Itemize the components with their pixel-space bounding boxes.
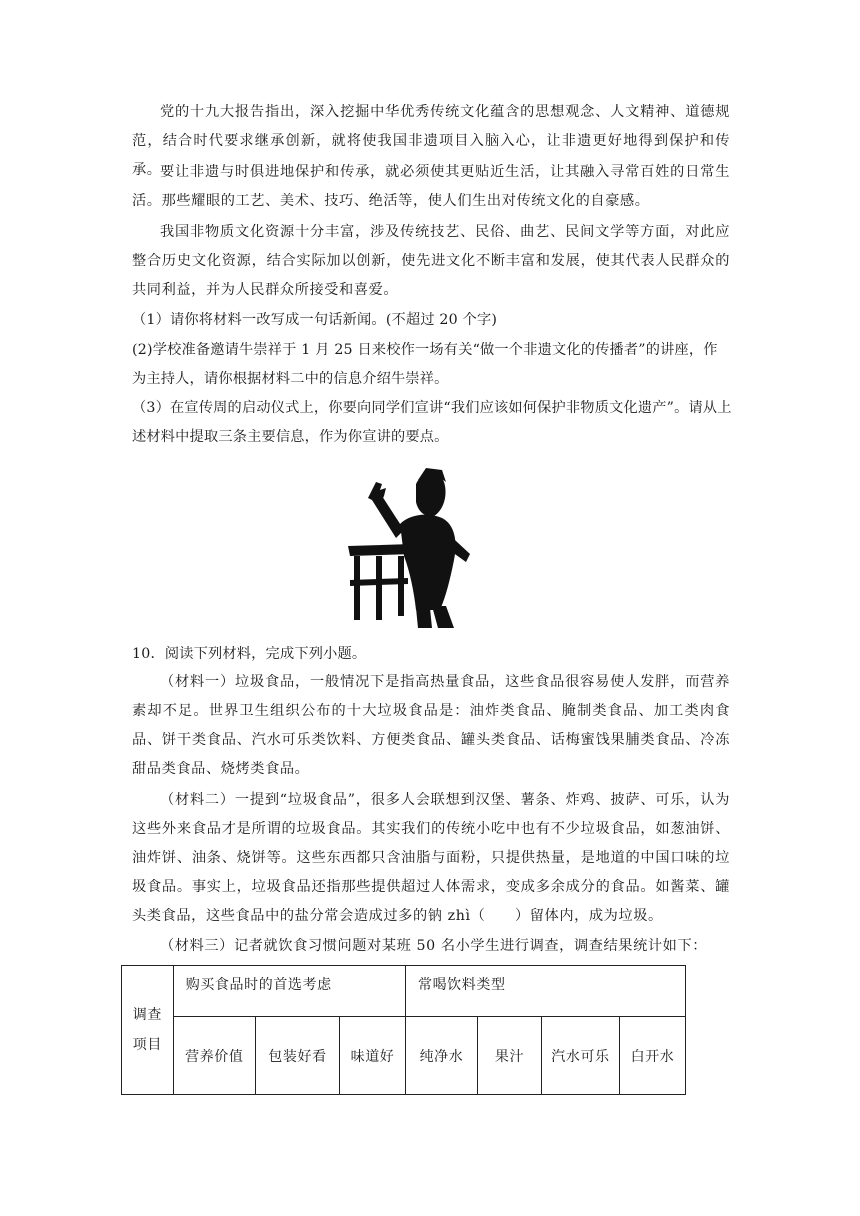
table-row-header — [122, 966, 174, 1095]
option-cell: 纯净水 — [405, 1017, 477, 1095]
problem-10-heading: 10．阅读下列材料，完成下列小题。 — [132, 646, 367, 662]
question-1: （1）请你将材料一改写成一句话新闻。(不超过 20 个字) — [132, 312, 498, 328]
table-row — [122, 1017, 686, 1095]
group-header-purchase: 购买食品时的首选考虑 — [173, 966, 405, 1017]
survey-table — [121, 965, 686, 1095]
option-cell: 汽水可乐 — [541, 1017, 619, 1095]
option-cell: 营养价值 — [173, 1017, 255, 1095]
intro-paragraph-3: 我国非物质文化资源十分丰富，涉及传统技艺、民俗、曲艺、民间文学等方面，对此应整合历史文化资源，结合实际加以创新，使先进文化不断丰富和发展，使其代表人民群众的共同利益，并为人民群众所接受和喜爱。 — [132, 224, 730, 298]
material-2: （材料二）一提到“垃圾食品”，很多人会联想到汉堡、薯条、炸鸡、披萨、可乐，认为这些外来食品才是所谓的垃圾食品。其实我们的传统小吃中也有不少垃圾食品，如葱油饼、油炸饼、油条、烧饼等。这些东西都只含油脂与面粉，只提供热量，是地道的中国口味的垃圾食品。事实上，垃圾食品还指那些提供超过人体需求，变成多余成分的食品。如酱菜、罐头类食品，这些食品中的盐分常会造成过多的钠 zhì（ ）留体内，成为垃圾。 — [132, 792, 730, 924]
material-3: （材料三）记者就饮食习惯问题对某班 50 名小学生进行调查，调查结果统计如下： — [160, 938, 708, 954]
intro-paragraph-1: 党的十九大报告指出，深入挖掘中华优秀传统文化蕴含的思想观念、人文精神、道德规范，结合时代要求继承创新，就将使我国非遗项目入脑入心，让非遗更好地得到保护和传承。 — [132, 104, 730, 178]
option-cell: 果汁 — [478, 1017, 542, 1095]
row-header-line-1: 调查 — [132, 1007, 162, 1023]
option-cell: 包装好看 — [255, 1017, 339, 1095]
row-header-line-2: 项目 — [132, 1037, 162, 1053]
group-header-drinks: 常喝饮料类型 — [405, 966, 685, 1017]
material-1: （材料一）垃圾食品，一般情况下是指高热量食品，这些食品很容易使人发胖，而营养素却不足。世界卫生组织公布的十大垃圾食品是：油炸类食品、腌制类食品、加工类肉食品、饼干类食品、汽水可乐类饮料、方便类食品、罐头类食品、话梅蜜饯果脯类食品、冷冻甜品类食品、烧烤类食品。 — [132, 674, 730, 777]
option-cell: 白开水 — [620, 1017, 686, 1095]
table-row — [122, 966, 686, 1017]
question-3: （3）在宣传周的启动仪式上，你要向同学们宣讲“我们应该如何保护非物质文化遗产”。请从上述材料中提取三条主要信息，作为你宣讲的要点。 — [132, 400, 732, 445]
option-cell: 味道好 — [340, 1017, 406, 1095]
question-2: (2)学校准备邀请牛崇祥于 1 月 25 日来校作一场有关“做一个非遗文化的传播者”的讲座，作为主持人，请你根据材料二中的信息介绍牛崇祥。 — [132, 342, 718, 387]
intro-paragraph-2: 要让非遗与时俱进地保护和传承，就必须使其更贴近生活，让其融入寻常百姓的日常生活。那些耀眼的工艺、美术、技巧、绝活等，使人们生出对传统文化的自豪感。 — [132, 164, 730, 209]
speaker-silhouette-icon — [346, 460, 476, 630]
